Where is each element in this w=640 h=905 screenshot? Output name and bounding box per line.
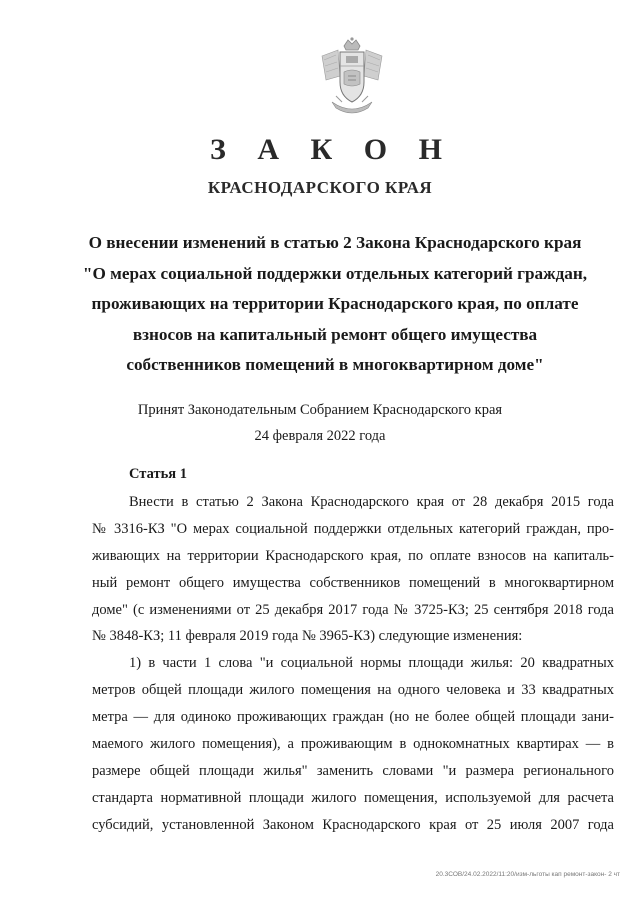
adoption-body: Принят Законодательным Собранием Краснодарского края bbox=[137, 402, 503, 418]
law-subtitle: КРАСНОДАРСКОГО КРАЯ bbox=[207, 178, 433, 197]
adoption-note bbox=[0, 397, 640, 449]
body-line: стандарта нормативной площади жилого помещения, используемой для расчета bbox=[92, 789, 614, 806]
body-line: размере общей площади жилья" заменить словами "и размера регионального bbox=[92, 762, 614, 779]
heading-line: О внесении изменений в статью 2 Закона Краснодарского края bbox=[88, 233, 582, 252]
body-line: ный ремонт общего имущества собственников помещений в многоквартирном bbox=[92, 574, 614, 591]
body-line: метра — для одиноко проживающих граждан (но не более общей площади зани- bbox=[92, 709, 614, 726]
body-line: живающих на территории Краснодарского края, по оплате взносов на капиталь- bbox=[92, 547, 614, 564]
heading-line: "О мерах социальной поддержки отдельных категорий граждан, bbox=[82, 263, 588, 283]
article-body bbox=[92, 489, 614, 839]
law-title: З А К О Н bbox=[210, 133, 454, 166]
body-line: маемого жилого помещения), а проживающим в однокомнатных квартирах — в bbox=[92, 736, 614, 753]
body-line: 1) в части 1 слова "и социальной нормы площади жилья: 20 квадратных bbox=[129, 655, 614, 672]
body-line: Внести в статью 2 Закона Краснодарского края от 28 декабря 2015 года bbox=[129, 494, 614, 510]
article-title: Статья 1 bbox=[129, 466, 187, 482]
body-line: № 3316-КЗ "О мерах социальной поддержки отдельных категорий граждан, про- bbox=[92, 520, 614, 537]
body-line: метров общей площади жилого помещения на одного человека и 33 квадратных bbox=[92, 682, 614, 699]
adoption-date: 24 февраля 2022 года bbox=[254, 428, 386, 444]
coat-of-arms-icon bbox=[318, 36, 386, 116]
heading-line: собственников помещений в многоквартирном доме" bbox=[126, 355, 544, 374]
footer-meta: 20.3СОВ/24.02.2022/11:20/изм-льготы кап ремонт-закон- 2 чт bbox=[435, 871, 620, 878]
law-heading bbox=[70, 228, 600, 381]
heading-line: проживающих на территории Краснодарского края, по оплате bbox=[91, 294, 579, 313]
body-line: доме" (с изменениями от 25 декабря 2017 года № 3725-КЗ; 25 сентября 2018 года bbox=[92, 601, 614, 618]
body-line: № 3848-КЗ; 11 февраля 2019 года № 3965-КЗ) следующие изменения: bbox=[92, 628, 523, 645]
heading-line: взносов на капитальный ремонт общего имущества bbox=[132, 324, 538, 344]
body-line: субсидий, установленной Законом Краснодарского края от 25 июля 2007 года bbox=[92, 816, 614, 833]
